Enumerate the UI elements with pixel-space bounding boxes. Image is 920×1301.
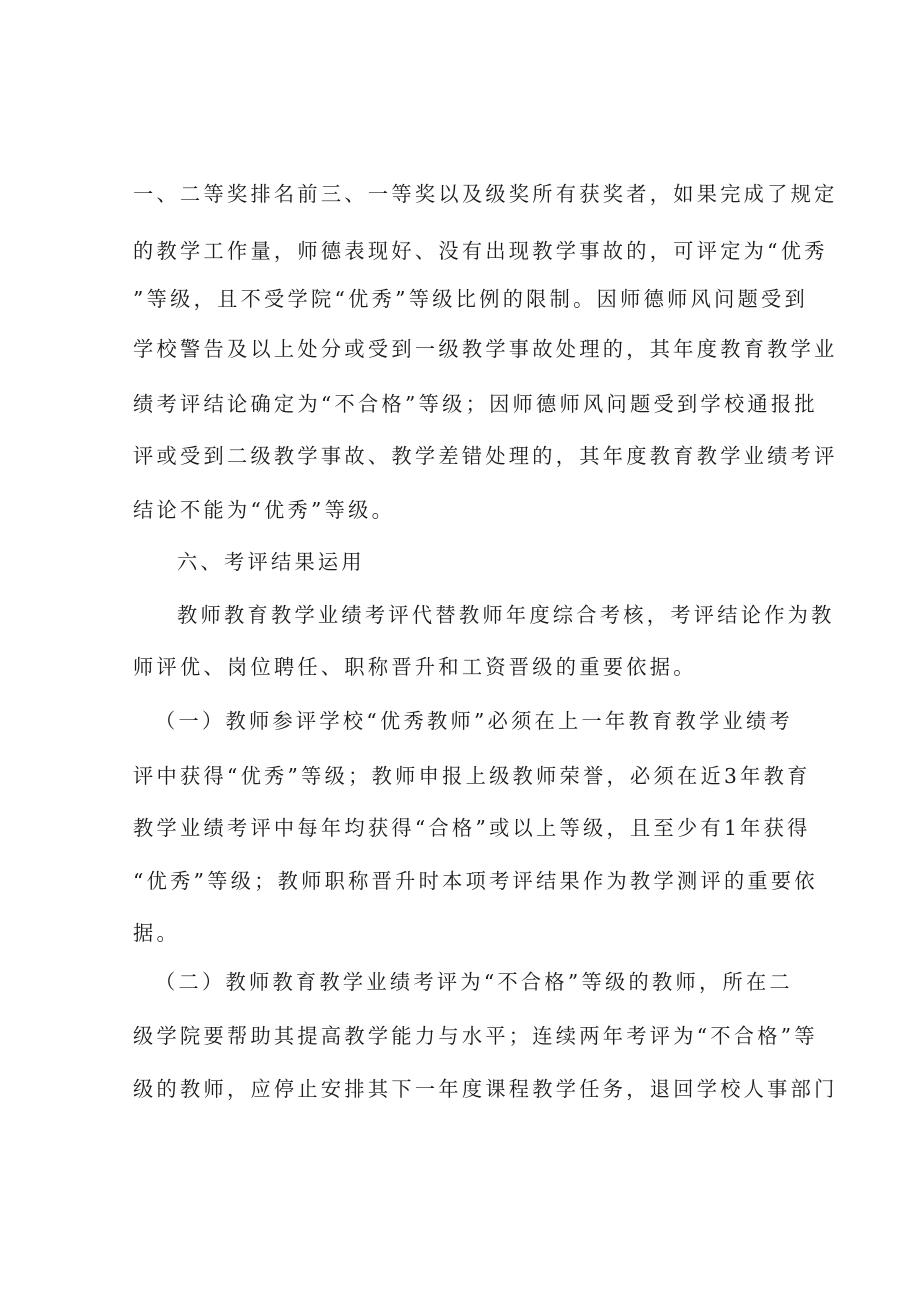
section-heading: 六、考评结果运用 (177, 550, 365, 574)
text-line: 据。 (133, 921, 180, 945)
text-line: ”等级，且不受学院“优秀”等级比例的限制。因师德师风问题受到 (133, 287, 809, 311)
text-line: 评或受到二级教学事故、教学差错处理的，其年度教育教学业绩考评 (133, 444, 838, 468)
paragraph-start-line: 教师教育教学业绩考评代替教师年度综合考核，考评结论作为教 (177, 603, 835, 627)
text-line: 绩考评结论确定为“不合格”等级；因师德师风问题受到学校通报批 (133, 392, 818, 416)
text-line: 一、二等奖排名前三、一等奖以及级奖所有获奖者，如果完成了规定 (133, 182, 838, 206)
text-line: 评中获得“优秀”等级；教师申报上级教师荣誉，必须在近3年教育 (133, 764, 811, 788)
text-line: 教学业绩考评中每年均获得“合格”或以上等级，且至少有1年获得 (133, 816, 811, 840)
text-line: 结论不能为“优秀”等级。 (133, 498, 396, 522)
text-line: 的教学工作量，师德表现好、没有出现教学事故的，可评定为“优秀 (133, 239, 828, 263)
text-line: 学校警告及以上处分或受到一级教学事故处理的，其年度教育教学业 (133, 337, 838, 361)
text-line: 师评优、岗位聘任、职称晋升和工资晋级的重要依据。 (133, 655, 697, 679)
paragraph-start-line: （一）教师参评学校“优秀教师”必须在上一年教育教学业绩考 (155, 709, 793, 733)
paragraph-start-line: （二）教师教育教学业绩考评为“不合格”等级的教师，所在二 (155, 970, 793, 994)
text-line: “优秀”等级；教师职称晋升时本项考评结果作为教学测评的重要依 (133, 869, 818, 893)
text-line: 级学院要帮助其提高教学能力与水平；连续两年考评为“不合格”等 (133, 1024, 818, 1048)
text-line: 级的教师，应停止安排其下一年度课程教学任务，退回学校人事部门 (133, 1077, 838, 1101)
